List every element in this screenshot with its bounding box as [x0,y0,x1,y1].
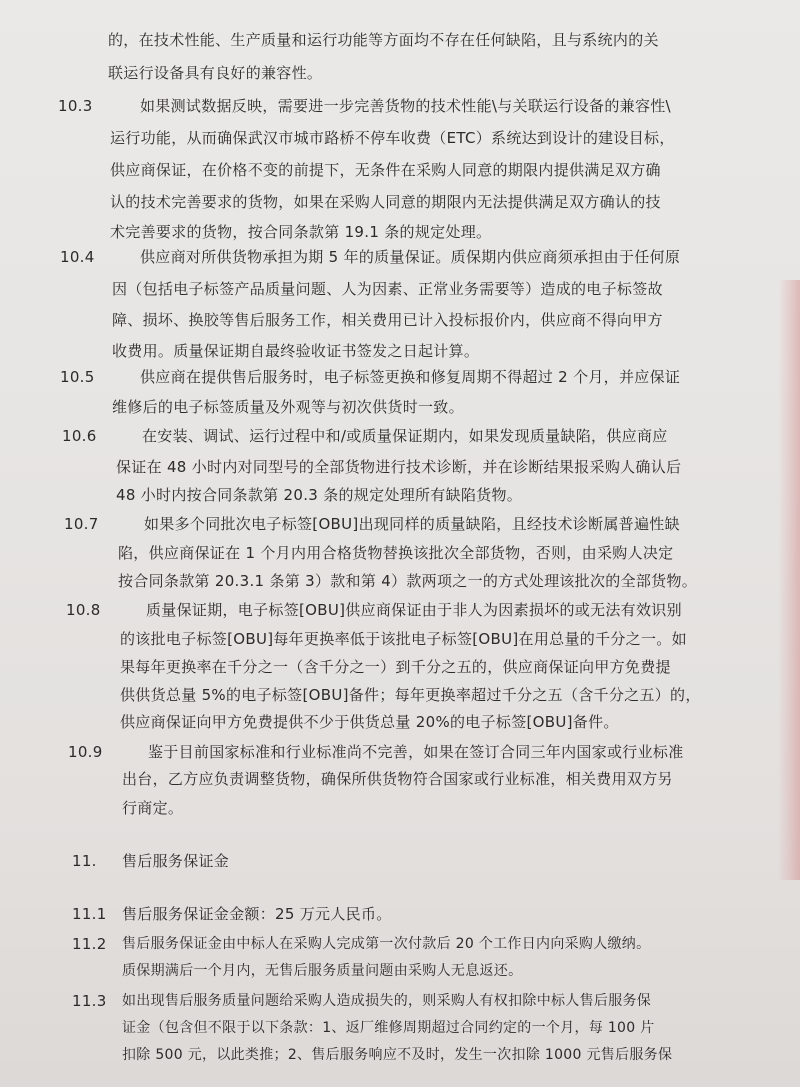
text-line: 果每年更换率在千分之一（含千分之一）到千分之五的，供应商保证向甲方免费提 [120,658,671,676]
text-line: 如果测试数据反映，需要进一步完善货物的技术性能\与关联运行设备的兼容性\ [140,97,671,115]
text-line: 供应商在提供售后服务时，电子标签更换和修复周期不得超过 2 个月，并应保证 [140,368,681,386]
text-line: 联运行设备具有良好的兼容性。 [108,64,323,82]
text-line: 如出现售后服务质量问题给采购人造成损失的，则采购人有权扣除中标人售后服务保 [122,993,652,1009]
text-line: 因（包括电子标签产品质量问题、人为因素、正常业务需要等）造成的电子标签故 [112,280,663,298]
text-line: 按合同条款第 20.3.1 条第 3）款和第 4）款两项之一的方式处理该批次的全部货物。 [118,572,698,590]
text-line: 质保期满后一个月内，无售后服务质量问题由采购人无息返还。 [122,963,523,979]
text-line: 扣除 500 元，以此类推；2、售后服务响应不及时，发生一次扣除 1000 元售后服务保 [122,1047,673,1063]
text-line: 在安装、调试、运行过程中和/或质量保证期内，如果发现质量缺陷，供应商应 [142,427,668,445]
section-number: 11. [72,852,97,870]
section-number: 10.9 [68,743,103,761]
text-line: 维修后的电子标签质量及外观等与初次供货时一致。 [112,398,464,416]
section-number: 11.3 [72,992,107,1010]
section-number: 10.6 [62,427,97,445]
text-line: 的，在技术性能、生产质量和运行功能等方面均不存在任何缺陷，且与系统内的关 [108,31,659,49]
section-number: 10.4 [60,248,95,266]
text-line: 证金（包含但不限于以下条款：1、返厂维修周期超过合同约定的一个月，每 100 片 [122,1020,655,1036]
text-line: 运行功能，从而确保武汉市城市路桥不停车收费（ETC）系统达到设计的建设目标， [110,129,675,147]
section-number: 10.7 [64,515,99,533]
text-line: 供应商对所供货物承担为期 5 年的质量保证。质保期内供应商须承担由于任何原 [140,248,681,266]
text-line: 质量保证期，电子标签[OBU]供应商保证由于非人为因素损坏的或无法有效识别 [146,601,682,619]
text-line: 供应商保证向甲方免费提供不少于供货总量 20%的电子标签[OBU]备件。 [120,713,619,731]
section-number: 11.1 [72,905,107,923]
text-line: 售后服务保证金金额：25 万元人民币。 [122,905,392,923]
text-line: 如果多个同批次电子标签[OBU]出现同样的质量缺陷，且经技术诊断属普遍性缺 [144,515,680,533]
text-line: 的该批电子标签[OBU]每年更换率低于该批电子标签[OBU]在用总量的千分之一。如 [120,630,687,648]
text-line: 行商定。 [122,799,184,817]
text-line: 障、损坏、换胶等售后服务工作，相关费用已计入投标报价内，供应商不得向甲方 [112,311,663,329]
text-line: 出台，乙方应负责调整货物，确保所供货物符合国家或行业标准，相关费用双方另 [122,770,673,788]
red-seal-edge [778,280,800,880]
text-line: 收费用。质量保证期自最终验收证书签发之日起计算。 [112,342,480,360]
text-line: 48 小时内按合同条款第 20.3 条的规定处理所有缺陷货物。 [116,486,523,504]
text-line: 售后服务保证金由中标人在采购人完成第一次付款后 20 个工作日内向采购人缴纳。 [122,936,651,952]
text-line: 供应商保证，在价格不变的前提下，无条件在采购人同意的期限内提供满足双方确 [110,161,661,179]
text-line: 鉴于目前国家标准和行业标准尚不完善，如果在签订合同三年内国家或行业标准 [148,743,684,761]
section-number: 10.3 [58,97,93,115]
section-number: 11.2 [72,935,107,953]
text-line: 认的技术完善要求的货物，如果在采购人同意的期限内无法提供满足双方确认的技 [110,193,661,211]
section-number: 10.5 [60,368,95,386]
text-line: 陷，供应商保证在 1 个月内用合格货物替换该批次全部货物，否则，由采购人决定 [118,544,674,562]
text-line: 保证在 48 小时内对同型号的全部货物进行技术诊断，并在诊断结果报采购人确认后 [116,458,682,476]
text-line: 供供货总量 5%的电子标签[OBU]备件；每年更换率超过千分之五（含千分之五）的， [120,686,701,704]
text-line: 术完善要求的货物，按合同条款第 19.1 条的规定处理。 [110,223,492,241]
section-number: 10.8 [66,601,101,619]
section-heading: 售后服务保证金 [122,852,230,870]
